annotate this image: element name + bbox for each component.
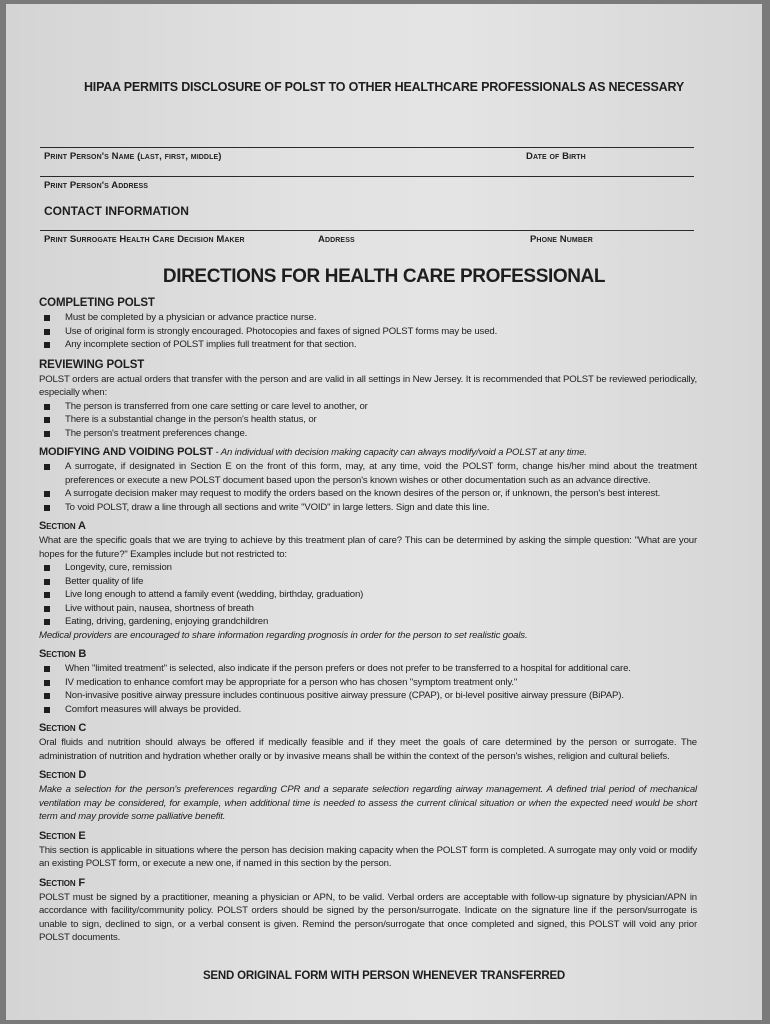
section-c-heading: Section C: [39, 722, 87, 734]
list-item: Better quality of life: [39, 575, 697, 589]
name-label: Print Person's Name (last, first, middle): [44, 151, 222, 162]
dob-label: Date of Birth: [526, 151, 586, 162]
list-item: A surrogate decision maker may request to modify the orders based on the known desires of the person or, if unknown, the person's best interest.: [39, 487, 697, 501]
list-item: Comfort measures will always be provided.: [39, 703, 697, 717]
section-a-intro: What are the specific goals that we are trying to achieve by this treatment plan of care? This can be determined by asking the simple question: "What are your hopes for the future?" Examples include but not restricted to:: [39, 535, 697, 560]
section-f-heading: Section F: [39, 876, 85, 889]
document-page: [6, 4, 762, 1020]
section-b-heading: Section B: [39, 648, 87, 660]
list-item: Longevity, cure, remission: [39, 561, 697, 575]
list-item: Live without pain, nausea, shortness of breath: [39, 602, 697, 616]
modifying-subtitle: - An individual with decision making capacity can always modify/void a POLST at any time.: [213, 447, 587, 458]
list-item: To void POLST, draw a line through all sections and write "VOID" in large letters. Sign and date this line.: [39, 501, 697, 515]
modifying-heading: MODIFYING AND VOIDING POLST: [39, 446, 213, 458]
reviewing-intro: POLST orders are actual orders that transfer with the person and are valid in all settings in New Jersey. It is recommended that POLST be reviewed periodically, especially when:: [39, 373, 697, 398]
surrogate-line: [40, 230, 694, 231]
section-c-text: Oral fluids and nutrition should always be offered if medically feasible and if they meet the goals of care determined by the person or surrogate. The administration of nutrition and hydration whether orally or by invasive means shall be within the context of the person's wishes, religion and cultural beliefs.: [39, 737, 697, 762]
surrogate-address-label: Address: [318, 234, 355, 245]
list-item: Must be completed by a physician or advance practice nurse.: [39, 311, 697, 325]
list-item: Non-invasive positive airway pressure includes continuous positive airway pressure (CPAP), or bi-level positive airway pressure (BiPAP).: [39, 689, 697, 703]
section-d-text: Make a selection for the person's preferences regarding CPR and a separate selection regarding airway management. A defined trial period of mechanical ventilation may be considered, for example, when additional time is needed to assess the current clinical situation or when the expected need would be short term and may provide some palliative benefit.: [39, 784, 697, 822]
list-item: IV medication to enhance comfort may be appropriate for a person who has chosen "symptom treatment only.": [39, 676, 697, 690]
list-item: The person's treatment preferences change.: [39, 427, 697, 441]
surrogate-label: Print Surrogate Health Care Decision Maker: [44, 234, 245, 245]
address-line: [40, 176, 694, 177]
directions-body: [39, 296, 697, 945]
reviewing-heading: REVIEWING POLST: [39, 358, 145, 371]
list-item: Live long enough to attend a family event (wedding, birthday, graduation): [39, 588, 697, 602]
address-label: Print Person's Address: [44, 180, 148, 191]
list-item: Use of original form is strongly encouraged. Photocopies and faxes of signed POLST forms may be used.: [39, 325, 697, 339]
list-item: When "limited treatment" is selected, also indicate if the person prefers or does not prefer to be transferred to a hospital for additional care.: [39, 662, 697, 676]
list-item: There is a substantial change in the person's health status, or: [39, 413, 697, 427]
list-item: A surrogate, if designated in Section E on the front of this form, may, at any time, void the POLST form, change his/her mind about the treatment preferences or execute a new POLST document based upon the person's known wishes or other documentation such as an advance directive.: [39, 460, 697, 487]
completing-heading: COMPLETING POLST: [39, 297, 155, 309]
section-e-heading: Section E: [39, 829, 86, 842]
footer-instruction: SEND ORIGINAL FORM WITH PERSON WHENEVER TRANSFERRED: [202, 970, 566, 982]
modifying-heading-row: [39, 445, 697, 460]
list-item: The person is transferred from one care setting or care level to another, or: [39, 400, 697, 414]
section-d-heading: Section D: [39, 769, 87, 781]
section-e-text: This section is applicable in situations where the person has decision making capacity when the POLST form is completed. A surrogate may only void or modify an existing POLST form, or execute a new one, if named in this section by the person.: [39, 844, 697, 869]
list-item: Eating, driving, gardening, enjoying grandchildren: [39, 615, 697, 629]
page-title: DIRECTIONS FOR HEALTH CARE PROFESSIONAL: [162, 266, 606, 287]
contact-heading: CONTACT INFORMATION: [44, 204, 189, 218]
list-item: Any incomplete section of POLST implies full treatment for that section.: [39, 338, 697, 352]
hipaa-notice: HIPAA PERMITS DISCLOSURE OF POLST TO OTHER HEALTHCARE PROFESSIONALS AS NECESSARY: [83, 80, 685, 94]
section-f-text: POLST must be signed by a practitioner, meaning a physician or APN, to be valid. Verbal orders are acceptable with follow-up signature by physician/APN in accordance with facility/community policy. POLST orders should be signed by the person/surrogate. Indicate on the signature line if the person/surrogate is unable to sign, declined to sign, or a verbal consent is given. Remind the person/surrogate that once completed and signed, this POLST will void any prior POLST documents.: [39, 891, 697, 943]
section-a-heading: Section A: [39, 520, 86, 532]
phone-label: Phone Number: [530, 234, 593, 245]
name-line: [40, 147, 694, 148]
section-a-note: Medical providers are encouraged to share information regarding prognosis in order for the person to set realistic goals.: [39, 629, 528, 641]
